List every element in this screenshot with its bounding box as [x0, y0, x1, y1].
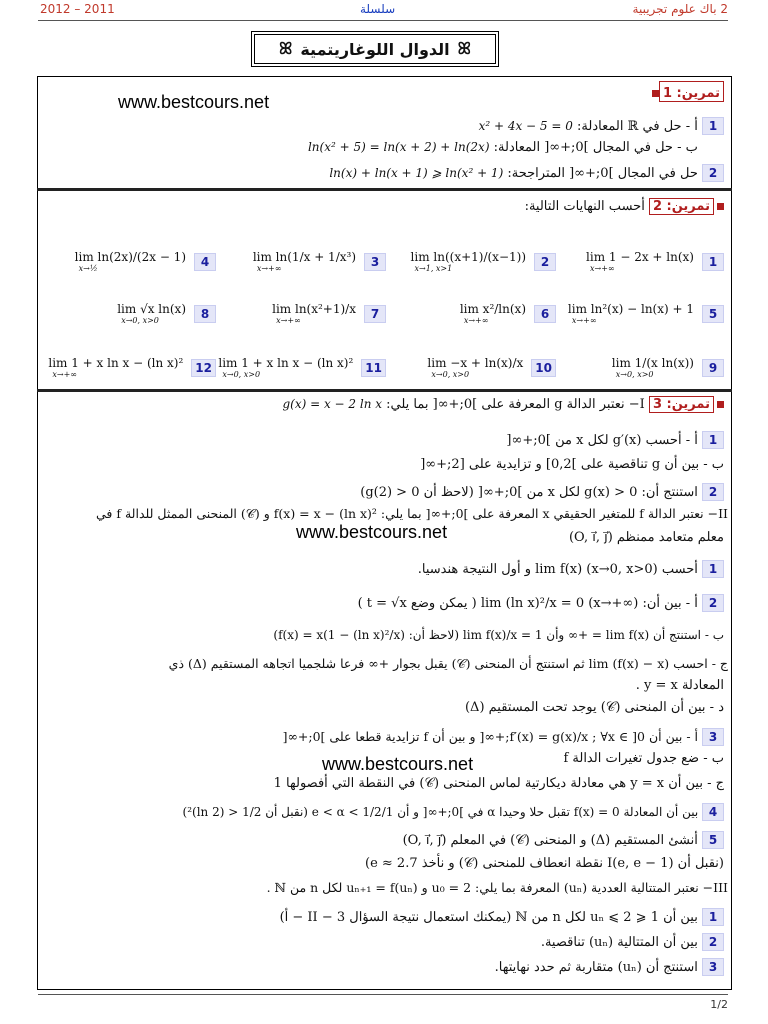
ex3-partII-2: [569, 530, 724, 545]
ex3-II2a-text: أ - بين أن: lim (ln x)²/x = 0 (x→+∞) ( يمكن وضع t = √x ): [357, 596, 698, 611]
ex3-partI: I− نعتبر الدالة g المعرفة على ]0;+∞[ بما يلي:: [386, 397, 645, 412]
exercise-label-text: تمرين: 1: [662, 86, 720, 101]
bullet-square-icon: [717, 203, 724, 210]
limit-number: 3: [364, 253, 386, 271]
ex3-partIII-text: III− نعتبر المتتالية العددية (uₙ) المعرفة بما يلي: u₀ = 2 و uₙ₊₁ = f(uₙ) لكل n من ℕ .: [266, 880, 728, 895]
ex3-III1: [280, 908, 724, 926]
ex3-II3c-text: ج - بين أن y = x هي معادلة ديكارتية لماس المنحنى (𝒞) في النقطة التي أفصولها 1: [273, 776, 724, 791]
limit-expression: [612, 356, 694, 379]
limit-expression: [218, 356, 353, 379]
ex3-II2d: [465, 700, 724, 715]
limit-subscript: x→0, x>0: [615, 370, 654, 379]
ex1-q1a: [479, 117, 724, 135]
watermark: www.bestcours.net: [118, 92, 270, 112]
ex3-II2c-text: ج - احسب lim (f(x) − x) ثم استنتج أن المنحنى (𝒞) يقبل بجوار +∞ فرعا شلجميا اتجاهه المستقيم (Δ) ذي: [168, 656, 728, 671]
limit-subscript: x→0, x>0: [431, 370, 470, 379]
limit-expression: [272, 302, 356, 325]
limit-expression: [411, 250, 526, 273]
bullet-square-icon: [717, 401, 724, 408]
limit-subscript: x→+∞: [590, 264, 615, 273]
limit-item-1: [586, 250, 724, 273]
ornament-icon: ꕤ: [457, 39, 471, 58]
limit-item-2: [411, 250, 556, 273]
page-number: 1/2: [710, 998, 728, 1011]
ex1-q2-math: ln(x) + ln(x + 1) ⩾ ln(x² + 1): [329, 166, 504, 180]
limit-expression: [460, 302, 526, 325]
limit-subscript: x→+∞: [52, 370, 77, 379]
ex3-II1-text: أحسب lim f(x) (x→0, x>0) و أول النتيجة هندسيا.: [417, 562, 698, 577]
question-number: 1: [702, 117, 724, 135]
question-number: 2: [702, 164, 724, 182]
limit-subscript: x→+∞: [463, 316, 489, 325]
ex3-I1a-text: أ - أحسب g′(x) لكل x من ]0;+∞[: [506, 433, 698, 448]
limit-number: 7: [364, 305, 386, 323]
limit-number: 12: [191, 359, 216, 377]
question-number: 3: [702, 958, 724, 976]
ex3-III2-text: بين أن المتتالية (uₙ) تناقصية.: [540, 935, 698, 950]
ex3-II3a-text: أ - بين أن f′(x) = g(x)/x ; ∀x ∈ ]0;+∞[ و بين أن f تزايدية قطعا على ]0;+∞[: [282, 729, 699, 744]
limit-expression: [117, 302, 186, 325]
question-number: 4: [702, 803, 724, 821]
ex1-q1b-math: ln(x² + 5) = ln(x + 2) + ln(2x): [307, 140, 490, 154]
ex1-q1a-math: x² + 4x − 5 = 0: [478, 119, 573, 133]
ex3-partI-math: g(x) = x − 2 ln x: [282, 397, 383, 411]
limit-expression-text: lim √x ln(x): [117, 302, 186, 316]
limit-expression-text: lim 1 − 2x + ln(x): [586, 250, 694, 264]
ex3-III3-text: استنتج أن (uₙ) متقاربة ثم حدد نهايتها.: [494, 960, 698, 975]
limit-expression-text: lim x²/ln(x): [459, 302, 526, 316]
ex3-I2: [360, 483, 724, 501]
ex3-II1: [418, 560, 724, 578]
limit-number: 4: [194, 253, 216, 271]
ex3-II3c: [274, 776, 724, 791]
ex1-q2: [329, 164, 724, 182]
limit-item-10: [427, 356, 556, 379]
exercise-label-text: تمرين: 3: [652, 397, 710, 412]
exercise-3-label: [282, 397, 724, 412]
question-number: 2: [702, 594, 724, 612]
ex3-II2b-text: ب - استنتج أن lim f(x) = +∞ وأن lim f(x)/x = 1 (لاحظ أن: f(x) = x(1 − (ln x)²/x)): [273, 628, 724, 642]
footer-divider: [38, 994, 728, 995]
ex3-II3b: [563, 751, 724, 766]
ex1-q1b-text: ب - حل في المجال ]0;+∞[ المعادلة:: [493, 140, 698, 155]
section-divider: [37, 188, 732, 191]
ex3-I1b: [420, 457, 724, 472]
ex3-II2d-text: د - بين أن المنحنى (𝒞) يوجد تحت المستقيم (Δ): [464, 700, 724, 715]
question-number: 2: [702, 483, 724, 501]
limit-number: 11: [361, 359, 386, 377]
limit-item-12: [48, 356, 216, 379]
exercise-2-label: [525, 199, 724, 214]
ex3-partII-1: [96, 506, 728, 522]
ex1-q1a-text: أ - حل في ℝ المعادلة:: [577, 119, 698, 134]
limit-expression-text: lim ln(2x)/(2x − 1): [74, 250, 186, 264]
ex3-II4: [183, 803, 724, 821]
page-title: [254, 34, 496, 64]
ex3-II5b: [365, 856, 724, 871]
header-level: 2 باك علوم تجريبية: [632, 2, 728, 16]
ex3-partIII: [267, 880, 728, 895]
limit-expression-text: lim ln((x+1)/(x−1)): [410, 250, 526, 264]
limit-item-9: [612, 356, 724, 379]
ex3-II5-text: أنشئ المستقيم (Δ) و المنحنى (𝒞) في المعلم (O, i⃗, j⃗): [402, 833, 698, 848]
limit-expression: [568, 302, 694, 325]
limit-subscript: x→0, x>0: [121, 316, 159, 325]
question-number: 2: [702, 933, 724, 951]
limit-expression-text: lim ln²(x) − ln(x) + 1: [567, 302, 694, 316]
limit-item-3: [253, 250, 386, 273]
ex2-intro: أحسب النهايات التالية:: [524, 199, 645, 214]
limit-number: 8: [194, 305, 216, 323]
limit-expression: [253, 250, 356, 273]
ornament-icon: ꕤ: [279, 39, 293, 58]
question-number: 3: [702, 728, 724, 746]
page-title-text: الدوال اللوغاريتمية: [300, 39, 450, 59]
bullet-square-icon: [652, 90, 659, 97]
ex3-partII-2-text: معلم متعامد ممنظم (O, i⃗, j⃗): [568, 530, 724, 545]
limit-subscript: x→+∞: [571, 316, 597, 325]
limit-expression: [427, 356, 523, 379]
ex3-II2c2-text: المعادلة y = x .: [635, 678, 724, 693]
exercise-1-label: [649, 82, 724, 101]
ex3-II3a: [283, 728, 724, 746]
section-divider: [37, 389, 732, 392]
ex3-II2a: [358, 594, 724, 612]
ex3-II3b-text: ب - ضع جدول تغيرات الدالة f: [563, 751, 724, 766]
header-year: 2012 – 2011: [40, 2, 115, 16]
limit-subscript: x→0, x>0: [222, 370, 261, 379]
limit-expression-text: lim ln(1/x + 1/x³): [252, 250, 356, 264]
question-number: 1: [702, 908, 724, 926]
limit-expression-text: lim 1 + x ln x − (ln x)²: [218, 356, 354, 370]
limit-number: 6: [534, 305, 556, 323]
limit-expression-text: lim ln(x²+1)/x: [272, 302, 356, 316]
ex3-I2-text: استنتج أن: g(x) > 0 لكل x من ]0;+∞[ (لاحظ أن g(2) > 0): [360, 485, 698, 500]
limit-expression: [586, 250, 694, 273]
limit-expression-text: lim 1 + x ln x − (ln x)²: [48, 356, 184, 370]
limit-expression-text: lim 1/(x ln(x)): [611, 356, 694, 370]
ex3-III2: [541, 933, 724, 951]
limit-item-11: [218, 356, 386, 379]
limit-item-4: [75, 250, 216, 273]
ex3-III3: [495, 958, 724, 976]
ex3-II2c2: [636, 678, 724, 693]
ex1-q2-text: حل في المجال ]0;+∞[ المتراجحة:: [507, 166, 698, 181]
ex3-partII-1-text: II− نعتبر الدالة f للمتغير الحقيقي x المعرفة على ]0;+∞[ بما يلي: f(x) = x − (ln x)² و (𝒞) المنحنى الممثل للدالة f في: [95, 506, 728, 521]
limit-expression-text: lim −x + ln(x)/x: [427, 356, 524, 370]
limit-subscript: x→+∞: [276, 316, 301, 325]
limit-subscript: x→1, x>1: [414, 264, 453, 273]
ex3-II4-text: بين أن المعادلة f(x) = 0 تقبل حلا وحيدا α في ]0;+∞[ و أن 1/e < α < 1/2 (نقبل أن 1/2 < (ln 2)²): [182, 805, 699, 819]
watermark: www.bestcours.net: [296, 522, 448, 542]
header-series: سلسلة: [360, 2, 396, 16]
limit-expression: [48, 356, 183, 379]
ex3-II2b: [273, 628, 724, 642]
ex3-II2c: [169, 656, 728, 672]
limit-number: 2: [534, 253, 556, 271]
limit-expression: [75, 250, 186, 273]
header-divider: [38, 20, 728, 21]
ex3-I1b-text: ب - بين أن g تناقصية على ]0,2] و تزايدية على [2;+∞[: [420, 457, 724, 472]
limit-number: 1: [702, 253, 724, 271]
limit-item-7: [272, 302, 386, 325]
limit-subscript: x→½: [78, 264, 98, 273]
ex3-II5: [403, 831, 724, 849]
limit-subscript: x→+∞: [256, 264, 282, 273]
limit-number: 9: [702, 359, 724, 377]
ex3-I1a: [506, 431, 724, 449]
limit-number: 5: [702, 305, 724, 323]
limit-item-6: [460, 302, 556, 325]
limit-item-5: [568, 302, 724, 325]
watermark: www.bestcours.net: [322, 754, 474, 774]
question-number: 1: [702, 560, 724, 578]
ex1-q1b: [308, 140, 724, 155]
limit-item-8: [117, 302, 216, 325]
ex3-III1-text: بين أن 1 ⩽ uₙ ⩽ 2 لكل n من ℕ (يمكنك استعمال نتيجة السؤال II − 3 − أ): [279, 910, 698, 925]
question-number: 1: [702, 431, 724, 449]
question-number: 5: [702, 831, 724, 849]
ex3-II5b-text: (نقبل أن I(e, e − 1) نقطة انعطاف للمنحنى (𝒞) و نأخذ e ≈ 2.7): [365, 856, 724, 871]
limit-number: 10: [531, 359, 556, 377]
exercise-label-text: تمرين: 2: [652, 199, 710, 214]
